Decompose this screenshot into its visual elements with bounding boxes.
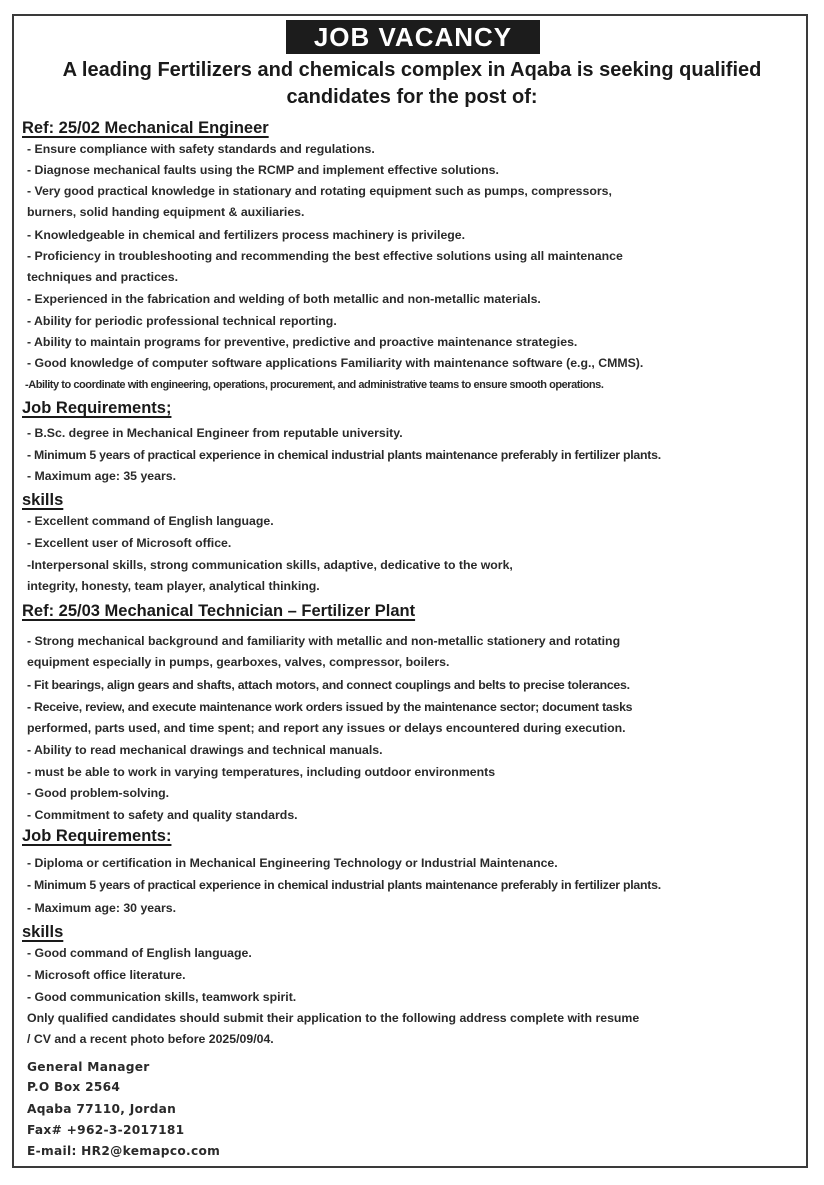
technician-duty: - Receive, review, and execute maintenance work orders issued by the maintenance sector; document tasks: [27, 700, 633, 714]
engineer-duty: techniques and practices.: [27, 270, 179, 284]
application-instructions: Only qualified candidates should submit their application to the following address complete with resume: [27, 1011, 640, 1025]
technician-skills-heading: skills: [22, 923, 64, 941]
technician-requirements-heading: Job Requirements:: [22, 827, 172, 845]
technician-duty: performed, parts used, and time spent; and report any issues or delays encountered during execution.: [27, 721, 626, 735]
contact-name: General Manager: [27, 1060, 150, 1074]
engineer-duty: - Ability for periodic professional technical reporting.: [27, 314, 337, 328]
technician-duty: - Strong mechanical background and familiarity with metallic and non-metallic stationery and rotating: [27, 634, 621, 648]
technician-skill: - Microsoft office literature.: [27, 968, 186, 982]
contact-po-box: P.O Box 2564: [27, 1080, 121, 1094]
engineer-duty: - Experienced in the fabrication and welding of both metallic and non-metallic materials.: [27, 292, 541, 306]
engineer-duty: burners, solid handing equipment & auxiliaries.: [27, 205, 305, 219]
technician-duty: equipment especially in pumps, gearboxes, valves, compressor, boilers.: [27, 655, 450, 669]
contact-email: E-mail: HR2@kemapco.com: [27, 1144, 221, 1158]
technician-duty: - Ability to read mechanical drawings and technical manuals.: [27, 743, 383, 757]
engineer-requirement: - Minimum 5 years of practical experience in chemical industrial plants maintenance preferably in fertilizer plants.: [27, 448, 661, 462]
technician-duty: - Commitment to safety and quality standards.: [27, 808, 298, 822]
engineer-skill: - Excellent command of English language.: [27, 514, 274, 528]
engineer-requirement: - B.Sc. degree in Mechanical Engineer from reputable university.: [27, 426, 403, 440]
engineer-skill: -Interpersonal skills, strong communication skills, adaptive, dedicative to the work,: [27, 558, 513, 572]
technician-requirement: - Diploma or certification in Mechanical Engineering Technology or Industrial Maintenance.: [27, 856, 558, 870]
engineer-skill: integrity, honesty, team player, analytical thinking.: [27, 579, 320, 593]
engineer-duty: -Ability to coordinate with engineering, operations, procurement, and administrative teams to ensure smooth operations.: [25, 379, 604, 391]
engineer-requirements-heading: Job Requirements;: [22, 399, 172, 417]
technician-skill: - Good command of English language.: [27, 946, 252, 960]
contact-fax: Fax# +962-3-2017181: [27, 1123, 185, 1137]
engineer-duty: - Knowledgeable in chemical and fertilizers process machinery is privilege.: [27, 228, 466, 242]
engineer-skill: - Excellent user of Microsoft office.: [27, 536, 232, 550]
technician-duty: - Fit bearings, align gears and shafts, attach motors, and connect couplings and belts to precise tolerances.: [27, 678, 630, 692]
technician-requirement: - Minimum 5 years of practical experience in chemical industrial plants maintenance preferably in fertilizer plants.: [27, 878, 661, 892]
technician-duty: - Good problem-solving.: [27, 786, 170, 800]
engineer-duty: - Ability to maintain programs for preventive, predictive and proactive maintenance strategies.: [27, 335, 578, 349]
engineer-duty: - Proficiency in troubleshooting and recommending the best effective solutions using all maintenance: [27, 249, 623, 263]
technician-duty: - must be able to work in varying temperatures, including outdoor environments: [27, 765, 496, 779]
technician-requirement: - Maximum age: 30 years.: [27, 901, 176, 915]
engineer-duty: - Very good practical knowledge in stationary and rotating equipment such as pumps, compressors,: [27, 184, 612, 198]
engineer-duty: - Diagnose mechanical faults using the RCMP and implement effective solutions.: [27, 163, 499, 177]
engineer-duty: - Ensure compliance with safety standards and regulations.: [27, 142, 375, 156]
technician-skill: - Good communication skills, teamwork spirit.: [27, 990, 297, 1004]
job-vacancy-banner: JOB VACANCY: [286, 20, 540, 54]
engineer-skills-heading: skills: [22, 491, 64, 509]
application-deadline: / CV and a recent photo before 2025/09/04.: [27, 1032, 274, 1046]
engineer-ref-title: Ref: 25/02 Mechanical Engineer: [22, 119, 269, 137]
engineer-requirement: - Maximum age: 35 years.: [27, 469, 176, 483]
engineer-duty: - Good knowledge of computer software applications Familiarity with maintenance software (e.g., CMMS).: [27, 356, 644, 370]
intro-text: A leading Fertilizers and chemicals complex in Aqaba is seeking qualified candidates for the post of:: [62, 59, 762, 108]
technician-ref-title: Ref: 25/03 Mechanical Technician – Fertilizer Plant: [22, 602, 416, 620]
contact-city: Aqaba 77110, Jordan: [27, 1102, 177, 1116]
